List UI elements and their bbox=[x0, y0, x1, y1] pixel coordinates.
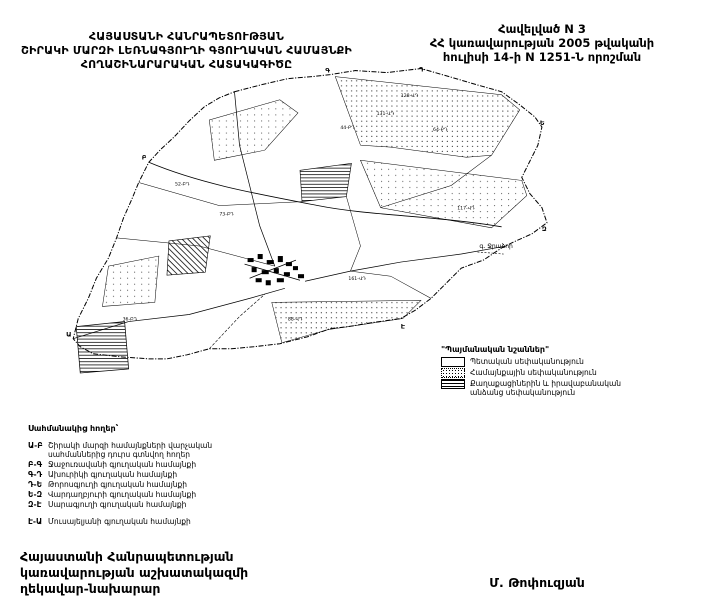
title-line-3: ՀՈՂԱՇԻՆԱՐԱՐԱԿԱՆ ՀԱՏԱԿԱԳԻԾԸ bbox=[80, 58, 293, 71]
legend-item-community bbox=[441, 368, 689, 378]
parcel-label: 64-ԲԴ bbox=[433, 128, 448, 134]
signature-line-3: ղեկավար-նախարար bbox=[20, 581, 161, 596]
adjacent-land-item bbox=[28, 480, 278, 490]
adjacent-land-item bbox=[28, 470, 278, 480]
parcel-line-1 bbox=[139, 182, 302, 205]
boundary-letter-z: Զ bbox=[541, 224, 547, 233]
boundary-code: Բ-Գ bbox=[28, 460, 43, 469]
parcel-line-3 bbox=[346, 197, 360, 272]
boundary-code: Է-Ա bbox=[28, 516, 43, 526]
legend-item-label: Պետական սեփականություն bbox=[470, 357, 584, 366]
adjacent-land-label: Ջաջուռավանի գյուղական համայնքի bbox=[48, 460, 197, 469]
parcel-label: 88-ՎԴ bbox=[287, 317, 303, 323]
parcel-label: 36-ԲԴ bbox=[122, 317, 138, 323]
dotted-area-left-mid bbox=[102, 256, 158, 306]
boundary-letter-a: Ա bbox=[66, 330, 72, 339]
title-line-2: ՇԻՐԱԿԻ ՄԱՐԶԻ ԼԵՌՆԱԳՅՈՒՂԻ ԳՅՈՒՂԱԿԱՆ ՀԱՄԱՅՆՔԻ bbox=[21, 44, 352, 57]
adjacent-land-item bbox=[28, 441, 278, 460]
adjacent-land-label: Թորոսգյուղի գյուղական համայնքի bbox=[48, 480, 188, 489]
signatory-name: Մ. Թոփուզյան bbox=[489, 575, 585, 590]
parcel-line-4 bbox=[350, 271, 431, 298]
legend-item-label: Համայնքային սեփականություն bbox=[470, 368, 597, 377]
parcel-label: 52-ԲԴ bbox=[175, 182, 190, 188]
track-south bbox=[209, 294, 264, 348]
community-property-swatch bbox=[441, 368, 465, 378]
legend-item-label: Քաղաքացիներին և իրավաբանական անձանց սեփականություն bbox=[470, 379, 622, 397]
settlement-cluster bbox=[245, 254, 304, 285]
signature-line-2: կառավարության աշխատակազմի bbox=[20, 565, 249, 580]
state-property-swatch bbox=[441, 357, 465, 367]
legend-item-state bbox=[441, 357, 689, 367]
citizens-property-swatch bbox=[441, 379, 465, 389]
adjacent-land-label: Ախուրիկի գյուղական համայնքի bbox=[48, 470, 178, 479]
hatched-area-left bbox=[167, 236, 210, 275]
parcel-label: 161-ՎԴ bbox=[348, 277, 366, 283]
title-line-1: ՀԱՅԱՍՏԱՆԻ ՀԱՆՐԱՊԵՏՈՒԹՅԱՆ bbox=[88, 30, 285, 43]
hatched-area-center-top bbox=[300, 163, 351, 201]
annex-reference bbox=[392, 22, 692, 64]
adjacent-land-label: Շիրակի մարզի համայնքների վարչական սահմաններից դուրս գտնվող հողեր bbox=[48, 440, 213, 459]
village-label: գ. Ջրաձոր bbox=[479, 242, 513, 250]
boundary-code: Դ-Ե bbox=[28, 480, 43, 489]
adjacent-lands-header: Սահմանակից հողեր՝ bbox=[28, 424, 119, 433]
boundary-letter-g: Գ bbox=[325, 66, 330, 75]
parcel-label: 44-ԲԴ bbox=[340, 126, 355, 132]
legend-item-citizens bbox=[441, 379, 689, 397]
boundary-code: Զ-Է bbox=[28, 500, 42, 509]
adjacent-land-item bbox=[28, 500, 278, 510]
adjacent-land-item bbox=[28, 517, 278, 527]
dotted-area-top-left bbox=[209, 100, 298, 160]
boundary-letter-e: Ե bbox=[539, 118, 545, 127]
hatched-area-bottom-left bbox=[76, 322, 128, 373]
boundary-code: Ե-Զ bbox=[28, 490, 43, 499]
signature-block bbox=[20, 549, 248, 597]
road-east bbox=[305, 246, 507, 281]
parcel-label: 117-ՎԴ bbox=[457, 206, 475, 212]
boundary-code: Ա-Բ bbox=[28, 440, 43, 450]
adjacent-land-label: Վարդաղբյուրի գյուղական համայնքի bbox=[48, 490, 197, 499]
adjacent-land-label: Սարագյուղի գյուղական համայնքի bbox=[48, 500, 187, 509]
adjacent-land-label: Մուսայելյանի գյուղական համայնքի bbox=[48, 516, 191, 526]
parcel-label: 128-ՎԴ bbox=[400, 93, 419, 99]
annex-line-3: հուլիսի 14-ի N 1251-Ն որոշման bbox=[442, 50, 642, 64]
legend-title: "Պայմանական նշաններ" bbox=[441, 345, 550, 354]
boundary-letter-b: Բ bbox=[141, 153, 147, 162]
boundary-letter-ee: Է bbox=[400, 322, 406, 331]
village-road bbox=[477, 252, 503, 254]
parcel-label: 131-ՎԴ bbox=[376, 111, 395, 117]
annex-line-1: Հավելված N 3 bbox=[498, 22, 586, 36]
annex-line-2: ՀՀ կառավարության 2005 թվականի bbox=[429, 36, 655, 50]
parcel-label: 73-ԲԴ bbox=[219, 212, 234, 218]
signature-line-1: Հայաստանի Հանրապետության bbox=[20, 549, 234, 564]
boundary-code: Գ-Դ bbox=[28, 470, 43, 479]
adjacent-lands-list bbox=[28, 424, 278, 527]
legend bbox=[441, 345, 689, 398]
adjacent-land-item bbox=[28, 460, 278, 470]
boundary-letter-d: Դ bbox=[418, 65, 424, 74]
dotted-area-right-mid bbox=[360, 160, 526, 228]
adjacent-land-item bbox=[28, 490, 278, 500]
